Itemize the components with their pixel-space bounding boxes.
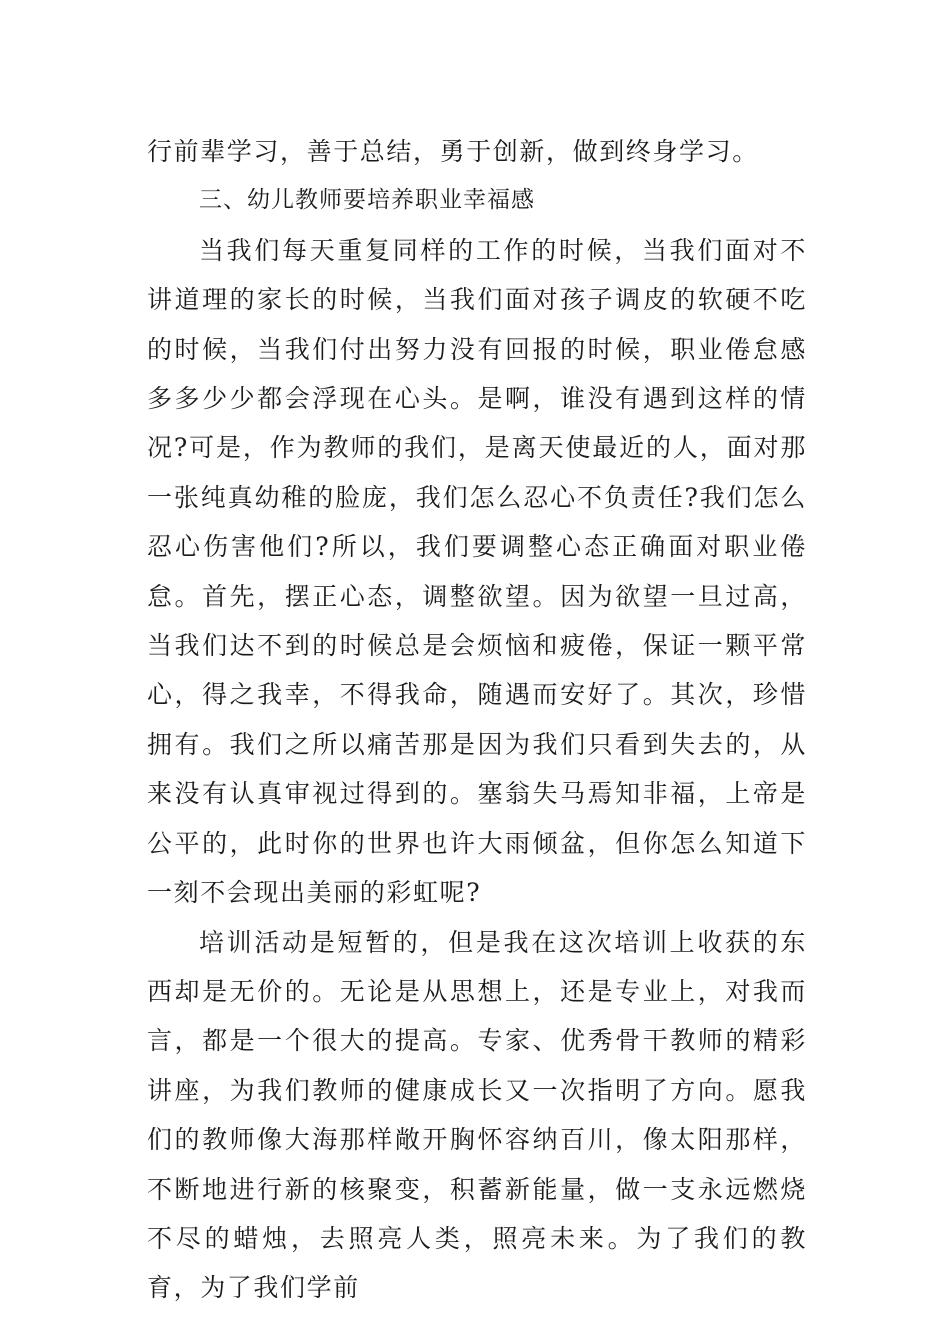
section-heading: 三、幼儿教师要培养职业幸福感 [199, 187, 535, 214]
paragraph-career-fatigue: 当我们每天重复同样的工作的时候，当我们面对不讲道理的家长的时候，当我们面对孩子调皮的软硬不吃的时候，当我们付出努力没有回报的时候，职业倦怠感多多少少都会浮现在心头。是啊，谁没有遇到这样的情况?可是，作为教师的我们，是离天使最近的人，面对那一张纯真幼稚的脸庞，我们怎么忍心不负责任?我们怎么忍心伤害他们?所以，我们要调整心态正确面对职业倦怠。首先，摆正心态，调整欲望。因为欲望一旦过高，当我们达不到的时候总是会烦恼和疲倦，保证一颗平常心，得之我幸，不得我命，随遇而安好了。其次，珍惜拥有。我们之所以痛苦那是因为我们只看到失去的，从来没有认真审视过得到的。塞翁失马焉知非福，上帝是公平的，此时你的世界也许大雨倾盆，但你怎么知道下一刻不会现出美丽的彩虹呢? [147, 235, 807, 908]
paragraph-continuation: 行前辈学习，善于总结，勇于创新，做到终身学习。 [147, 137, 759, 166]
paragraph-training-summary: 培训活动是短暂的，但是我在这次培训上收获的东西却是无价的。无论是从思想上，还是专业上，对我而言，都是一个很大的提高。专家、优秀骨干教师的精彩讲座，为我们教师的健康成长又一次指明了方向。愿我们的教师像大海那样敞开胸怀容纳百川，像太阳那样，不断地进行新的核聚变，积蓄新能量，做一支永远燃烧不尽的蜡烛，去照亮人类，照亮未来。为了我们的教育，为了我们学前 [147, 927, 807, 1303]
document-body [147, 127, 807, 1313]
